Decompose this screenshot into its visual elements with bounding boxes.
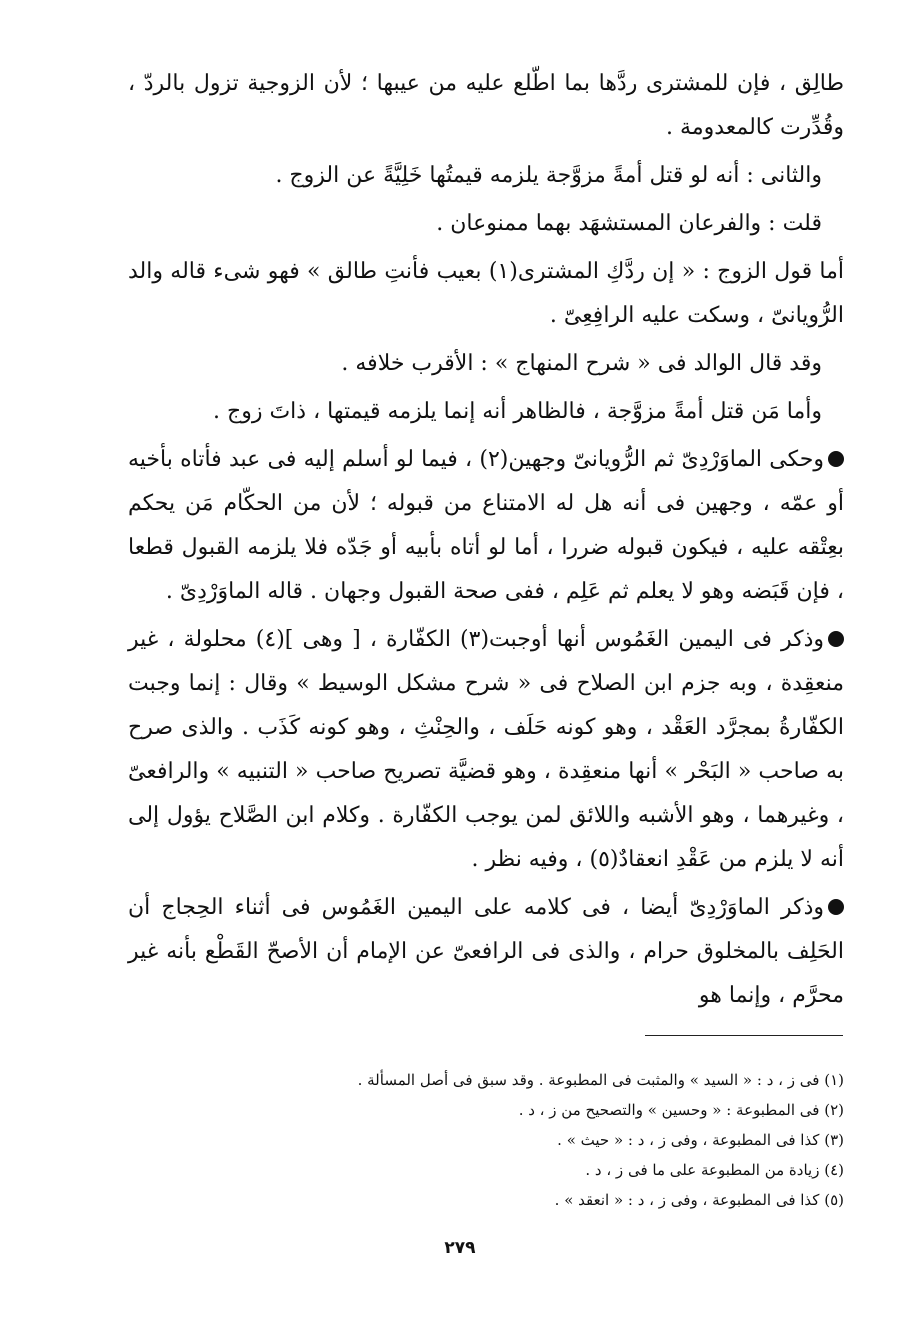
paragraph-1: طالِق ، فإن للمشترى ردَّها بما اطّلع عليه من عيبها ؛ لأن الزوجية تزول بالردّ ، وقُدِّرت كالمعدومة .	[128, 71, 844, 140]
paragraph-8-text: وذكر فى اليمين الغَمُوس أنها أوجبت(٣) الكفّارة ، [ وهى ](٤) محلولة ، غير منعقِدة ، وبه جزم ابن الصلاح فى « شرح مشكل الوسيط » وقال : إنما وجبت الكفّارةُ بمجرَّد العَقْد ، وهو كونه حَلَف ، والحِنْثِ ، وهو كونه كَذَب . والذى صرح به صاحب « البَحْر » أنها منعقِدة ، وهو قضيَّة تصريح صاحب « التنبيه » والرافعىّ ، وغيرهما ، وهو الأشبه واللائق لمن يوجب الكفّارة . وكلام ابن الصَّلاح يؤول إلى أنه لا يلزم من عَقْدِ انعقادٌ(٥) ، وفيه نظر .	[128, 627, 844, 872]
footnote-4: (٤) زيادة من المطبوعة على ما فى ز ، د .	[585, 1161, 844, 1179]
paragraph-7-text: وحكى الماوَرْدِىّ ثم الرُّويانىّ وجهين(٢) ، فيما لو أسلم إليه فى عبد فأتاه بأخيه أو عمّه ، وجهين فى أنه هل له الامتناع من قبوله ؛ لأن من الحكّام مَن يحكم بعِتْقه عليه ، فيكون قبوله ضررا ، أما لو أتاه بأبيه أو جَدّه فلا يلزمه القبول قطعا ، فإن قَبَضه وهو لا يعلم ثم عَلِم ، ففى صحة القبول وجهان . قاله الماوَرْدِىّ .	[128, 447, 844, 604]
paragraph-9	[128, 886, 844, 1018]
footnote-2: (٢) فى المطبوعة : « وحسين » والتصحيح من ز ، د .	[518, 1101, 844, 1119]
paragraph-8	[128, 618, 844, 882]
paragraph-3: قلت : والفرعان المستشهَد بهما ممنوعان .	[436, 211, 822, 236]
bullet-icon	[828, 899, 844, 915]
bullet-icon	[828, 631, 844, 647]
paragraph-9-text: وذكر الماوَرْدِىّ أيضا ، فى كلامه على اليمين الغَمُوس فى أثناء الحِجاج أن الحَلِف بالمخلوق حرام ، والذى فى الرافعىّ عن الإمام أن الأصحّ القَطْع بأنه غير محرَّم ، وإنما هو	[128, 895, 844, 1008]
paragraph-7	[128, 438, 844, 614]
footnote-3: (٣) كذا فى المطبوعة ، وفى ز ، د : « حيث » .	[557, 1131, 844, 1149]
paragraph-2: والثانى : أنه لو قتل أمةً مزوَّجة يلزمه قيمتُها خَلِيَّةً عن الزوج .	[275, 163, 822, 188]
footnote-5: (٥) كذا فى المطبوعة ، وفى ز ، د : « انعقد » .	[554, 1191, 844, 1209]
page-number: ٢٧٩	[444, 1238, 476, 1258]
paragraph-5: وقد قال الوالد فى « شرح المنهاج » : الأقرب خلافه .	[341, 351, 822, 376]
footnote-divider	[645, 1035, 843, 1036]
footnotes	[300, 1065, 844, 1215]
paragraph-4: أما قول الزوج : « إن ردَّكِ المشترى(١) بعيب فأنتِ طالق » فهو شىء قاله والد الرُّويانىّ ، وسكت عليه الرافِعِىّ .	[128, 259, 844, 328]
main-text	[128, 62, 844, 1018]
bullet-icon	[828, 451, 844, 467]
paragraph-6: وأما مَن قتل أمةً مزوَّجة ، فالظاهر أنه إنما يلزمه قيمتها ، ذاتَ زوج .	[213, 399, 822, 424]
footnote-1: (١) فى ز ، د : « السيد » والمثبت فى المطبوعة . وقد سبق فى أصل المسألة .	[357, 1071, 844, 1089]
